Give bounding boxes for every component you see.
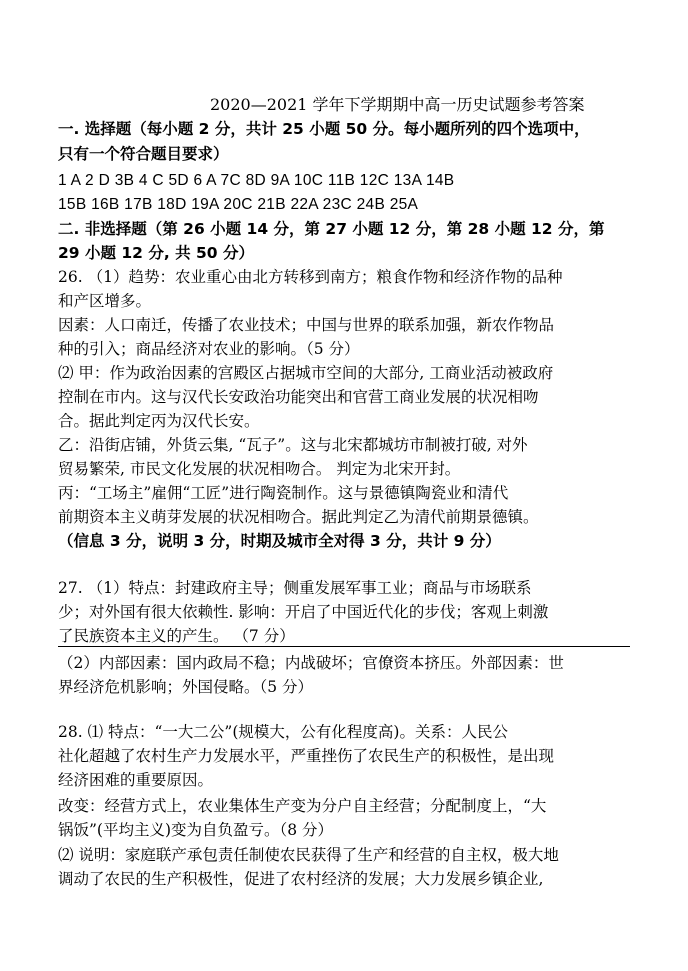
q26-line-3: 因素：人口南迁，传播了农业技术；中国与世界的联系加强，新农作物品 — [58, 316, 555, 334]
q28-line-2: 社化超越了农村生产力发展水平，严重挫伤了农民生产的积极性，是出现 — [58, 747, 555, 765]
section-1-heading-line-1: 一. 选择题（每小题 2 分，共计 25 小题 50 分。每小题所列的四个选项中， — [58, 120, 590, 138]
section-1-heading-line-2: 只有一个符合题目要求） — [58, 145, 229, 163]
q27-line-5: 界经济危机影响；外国侵略。（5 分） — [58, 678, 314, 696]
divider-line — [58, 646, 630, 647]
q28-line-7: 调动了农民的生产积极性，促进了农村经济的发展；大力发展乡镇企业, — [58, 870, 544, 888]
q26-line-2: 和产区增多。 — [58, 292, 152, 310]
q28-line-5: 锅饭”(平均主义)变为自负盈亏。（8 分） — [58, 821, 334, 839]
q26-line-8: 乙：沿街店铺，外货云集, “瓦子”。这与北宋都城坊市制被打破, 对外 — [58, 436, 528, 454]
document-title: 2020—2021 学年下学期期中高一历史试题参考答案 — [210, 95, 585, 114]
q27-line-2: 少；对外国有很大依赖性. 影响：开启了中国近代化的步伐；客观上刺激 — [58, 603, 549, 621]
q26-line-9: 贸易繁荣, 市民文化发展的状况相吻合。 判定为北宋开封。 — [58, 460, 461, 478]
q28-line-1: 28. ⑴ 特点：“一大二公”(规模大，公有化程度高)。关系：人民公 — [58, 723, 508, 741]
q26-line-4: 种的引入；商品经济对农业的影响。（5 分） — [58, 340, 360, 358]
q28-line-6: ⑵ 说明：家庭联产承包责任制使农民获得了生产和经营的自主权，极大地 — [58, 846, 559, 864]
choice-answers-row-1: 1 A 2 D 3B 4 C 5D 6 A 7C 8D 9A 10C 11B 12C 13A 14B — [58, 172, 455, 189]
q27-line-3: 了民族资本主义的产生。 （7 分） — [58, 627, 295, 645]
q26-line-11: 前期资本主义萌芽发展的状况相吻合。据此判定乙为清代前期景德镇。 — [58, 508, 539, 526]
q27-line-1: 27. （1）特点：封建政府主导；侧重发展军事工业；商品与市场联系 — [58, 579, 532, 597]
q26-line-7: 合。据此判定丙为汉代长安。 — [58, 412, 260, 430]
choice-answers-row-2: 15B 16B 17B 18D 19A 20C 21B 22A 23C 24B 25A — [58, 196, 419, 213]
q26-line-6: 控制在市内。这与汉代长安政治功能突出和官营工商业发展的状况相吻 — [58, 388, 539, 406]
section-2-heading-line-1: 二. 非选择题（第 26 小题 14 分，第 27 小题 12 分，第 28 小题 12 分，第 — [58, 220, 605, 238]
q26-line-1: 26. （1）趋势：农业重心由北方转移到南方；粮食作物和经济作物的品种 — [58, 268, 563, 286]
q28-line-4: 改变：经营方式上，农业集体生产变为分户自主经营；分配制度上，“大 — [58, 797, 547, 815]
q26-line-5: ⑵ 甲：作为政治因素的宫殿区占据城市空间的大部分, 工商业活动被政府 — [58, 364, 554, 382]
q28-line-3: 经济困难的重要原因。 — [58, 771, 214, 789]
section-2-heading-line-2: 29 小题 12 分, 共 50 分） — [58, 244, 254, 262]
q26-scoring-note: （信息 3 分，说明 3 分，时期及城市全对得 3 分，共计 9 分） — [58, 532, 501, 550]
q27-line-4: （2）内部因素：国内政局不稳；内战破坏；官僚资本挤压。外部因素：世 — [58, 654, 564, 672]
q26-line-10: 丙：“工场主”雇佣“工匠”进行陶瓷制作。这与景德镇陶瓷业和清代 — [58, 484, 509, 502]
